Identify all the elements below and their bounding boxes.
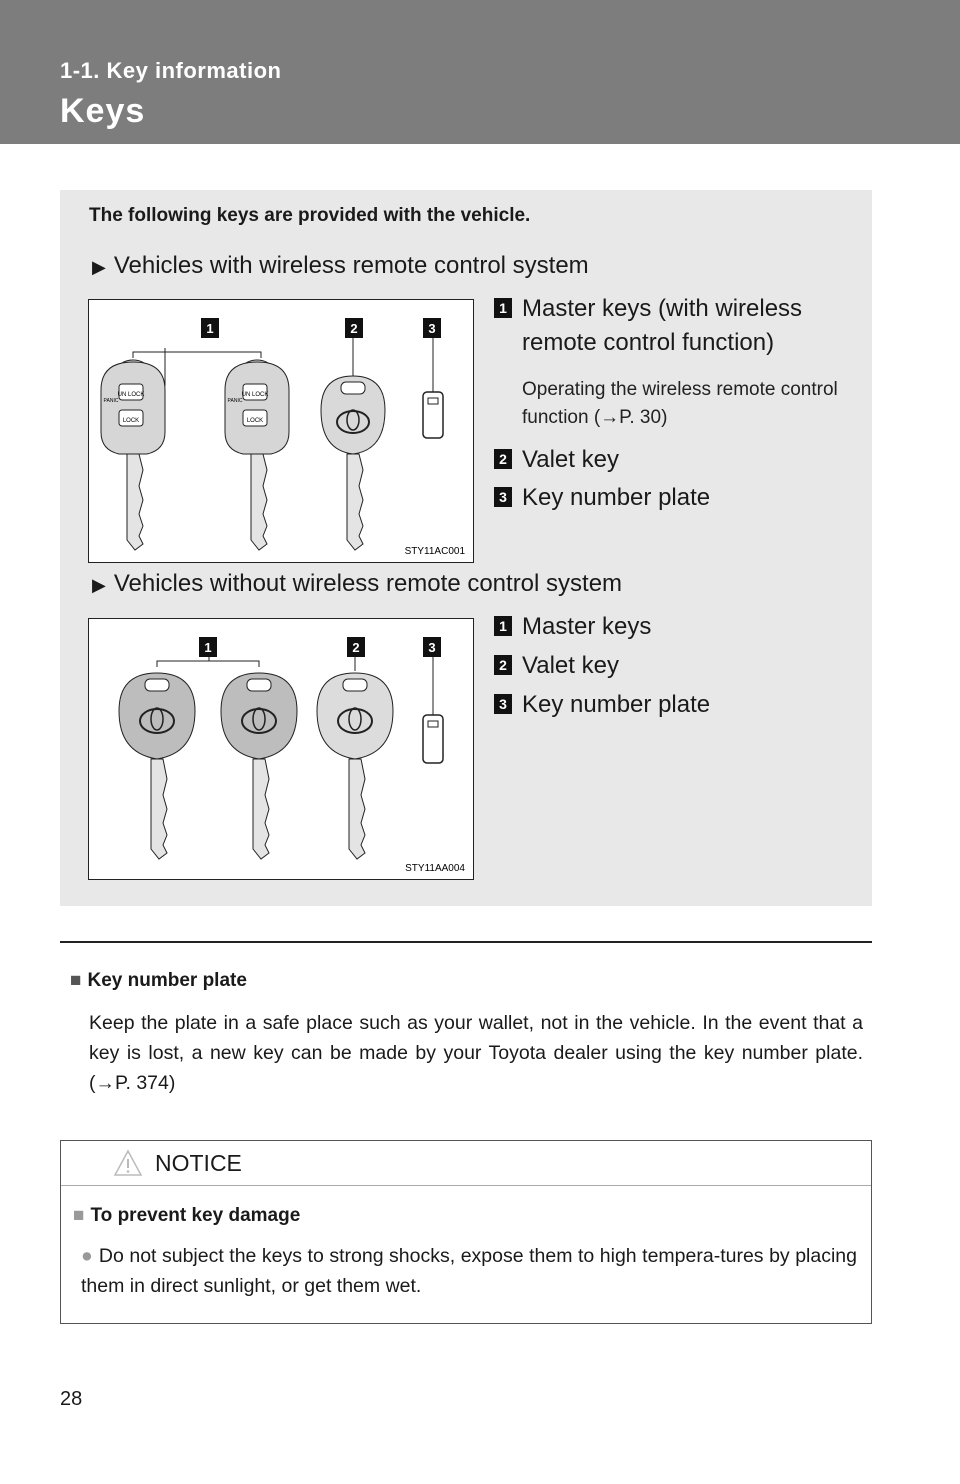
non-wireless-legend-item-1	[494, 610, 651, 644]
fob-1-panic-label: PANIC	[103, 398, 119, 404]
figure-code-non-wireless: STY11AA004	[405, 863, 465, 874]
fob-2-lock-label: LOCK	[246, 418, 264, 424]
circle-bullet-icon: ●	[81, 1245, 93, 1267]
page-header	[0, 0, 960, 144]
legend-label-key-number-plate: Key number plate	[522, 691, 711, 718]
non-wireless-legend-item-2	[494, 649, 619, 683]
notice-header	[61, 1141, 871, 1186]
arrow-icon: ▶	[92, 575, 106, 595]
fob-1-unlock-label: UN LOCK	[117, 392, 145, 398]
wireless-subtitle: ▶ Vehicles with wireless remote control system	[92, 252, 589, 279]
callout-1-number: 1	[204, 640, 212, 655]
figure-code-wireless: STY11AC001	[404, 546, 465, 557]
legend-number-3: 3	[494, 694, 512, 714]
callout-1-number: 1	[206, 321, 214, 336]
fob-2-panic-label: PANIC	[227, 398, 243, 404]
square-bullet-icon: ■	[73, 1205, 85, 1226]
callout-bracket-1	[157, 661, 259, 667]
legend-label-key-number-plate: Key number plate	[522, 484, 711, 511]
key-number-plate	[423, 392, 443, 438]
callout-2-number: 2	[352, 640, 360, 655]
notice-label: NOTICE	[155, 1150, 242, 1176]
master-key-2	[221, 673, 297, 859]
non-wireless-keys-figure	[88, 618, 474, 880]
wireless-legend-item-2	[494, 443, 619, 477]
callout-3-number: 3	[428, 321, 436, 336]
key-number-plate	[423, 715, 443, 763]
square-bullet-icon: ■	[70, 970, 82, 991]
intro-text: The following keys are provided with the vehicle.	[89, 205, 531, 226]
fob-2-unlock-label: UN LOCK	[241, 392, 269, 398]
legend-number-2: 2	[494, 655, 512, 675]
legend-label-valet-key: Valet key	[522, 652, 619, 679]
wireless-legend-item-1	[494, 292, 838, 360]
warning-triangle-icon	[113, 1149, 143, 1177]
wireless-keys-illustration	[89, 300, 473, 562]
callout-3-number: 3	[428, 640, 436, 655]
notice-title: ■ To prevent key damage	[73, 1205, 301, 1226]
master-key-fob-2	[225, 360, 289, 550]
legend-number-2: 2	[494, 449, 512, 469]
key-number-plate-text: Keep the plate in a safe place such as your wallet, not in the vehicle. In the event that a key is lost, a new key can be made by your Toyota dealer using the key number plate. (→P. 374)	[89, 1012, 863, 1094]
callout-bracket-1	[133, 352, 261, 358]
legend-label-valet-key: Valet key	[522, 446, 619, 473]
valet-key	[321, 376, 385, 550]
key-number-plate-heading: ■ Key number plate	[70, 970, 247, 991]
section-label: 1-1. Key information	[60, 58, 282, 83]
legend-number-1: 1	[494, 298, 512, 318]
legend-number-3: 3	[494, 487, 512, 507]
master-key-fob-1	[101, 360, 165, 550]
wireless-keys-figure	[88, 299, 474, 563]
valet-key	[317, 673, 393, 859]
wireless-legend-item-3	[494, 481, 710, 515]
section-divider	[60, 941, 872, 943]
fob-1-lock-label: LOCK	[122, 418, 140, 424]
page-number: 28	[60, 1388, 83, 1410]
legend-number-1: 1	[494, 616, 512, 636]
wireless-remote-note: Operating the wireless remote control function (→P. 30)	[522, 379, 838, 428]
notice-text: ● Do not subject the keys to strong shocks, expose them to high tempera-tures by placing them in direct sunlight, or get them wet.	[81, 1245, 857, 1297]
non-wireless-subtitle: ▶ Vehicles without wireless remote control system	[92, 570, 623, 597]
non-wireless-keys-illustration	[89, 619, 473, 879]
callout-2-number: 2	[350, 321, 358, 336]
legend-label-master-keys-wireless: Master keys (with wireless remote control function)	[522, 295, 803, 356]
legend-label-master-keys: Master keys	[522, 613, 652, 640]
non-wireless-legend-item-3	[494, 688, 710, 722]
arrow-icon: ▶	[92, 257, 106, 277]
page-title: Keys	[60, 92, 146, 130]
notice-box	[60, 1140, 872, 1324]
master-key-1	[119, 673, 195, 859]
